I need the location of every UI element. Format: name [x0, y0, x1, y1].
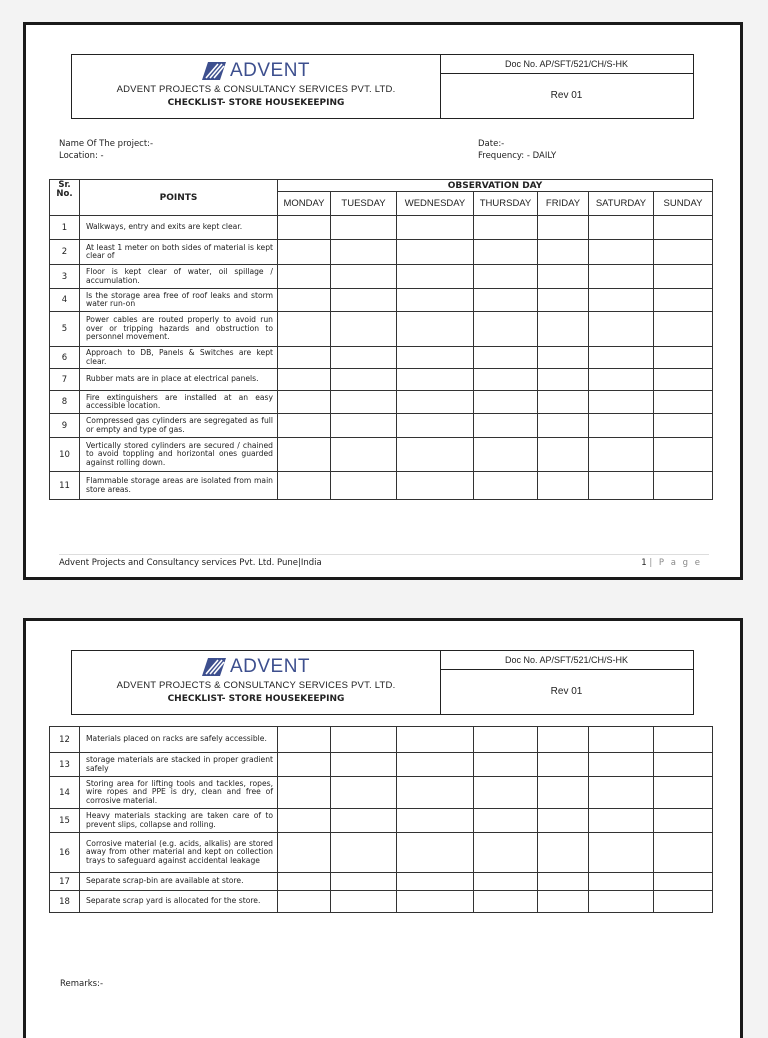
checklist-point: Approach to DB, Panels & Switches are kept clear.: [80, 347, 278, 369]
advent-logo-icon: [202, 62, 226, 80]
observation-cell-sunday[interactable]: [654, 216, 713, 240]
observation-cell-monday[interactable]: [278, 240, 331, 265]
observation-cell-tuesday[interactable]: [331, 347, 397, 369]
remarks-label: Remarks:-: [60, 979, 104, 989]
observation-cell-monday[interactable]: [278, 369, 331, 391]
sr-no-header: Sr. No.: [50, 180, 80, 216]
observation-cell-tuesday[interactable]: [331, 891, 397, 913]
observation-cell-sunday[interactable]: [654, 727, 713, 753]
day-header-tuesday: TUESDAY: [331, 192, 397, 216]
checklist-point: Vertically stored cylinders are secured / chained to avoid toppling and horizontal ones guarded against rolling down.: [80, 438, 278, 472]
checklist-point: Heavy materials stacking are taken care of to prevent slips, collapse and rolling.: [80, 809, 278, 833]
points-header: POINTS: [80, 180, 278, 216]
document-header-2: [71, 650, 694, 715]
observation-cell-thursday[interactable]: [474, 891, 538, 913]
date-info: [478, 138, 556, 162]
checklist-point: Is the storage area free of roof leaks and storm water run-on: [80, 289, 278, 312]
observation-cell-sunday[interactable]: [654, 833, 713, 873]
observation-cell-tuesday[interactable]: [331, 414, 397, 438]
table-row: [50, 391, 713, 414]
row-number: 11: [50, 472, 80, 500]
observation-cell-sunday[interactable]: [654, 438, 713, 472]
observation-cell-friday[interactable]: [538, 753, 589, 777]
observation-cell-tuesday[interactable]: [331, 753, 397, 777]
footer-divider: [59, 554, 709, 555]
checklist-point: storage materials are stacked in proper gradient safely: [80, 753, 278, 777]
page-label: | P a g e: [649, 558, 702, 568]
observation-cell-monday[interactable]: [278, 753, 331, 777]
row-number: 7: [50, 369, 80, 391]
table-row: [50, 438, 713, 472]
observation-cell-friday[interactable]: [538, 369, 589, 391]
observation-cell-saturday[interactable]: [589, 312, 654, 347]
table-row: [50, 289, 713, 312]
observation-cell-wednesday[interactable]: [397, 414, 474, 438]
observation-cell-wednesday[interactable]: [397, 777, 474, 809]
observation-cell-friday[interactable]: [538, 438, 589, 472]
doc-number: Doc No. AP/SFT/521/CH/S-HK: [440, 55, 693, 74]
header-doc-block: [440, 55, 693, 118]
row-number: 1: [50, 216, 80, 240]
day-header-saturday: SATURDAY: [589, 192, 654, 216]
day-header-wednesday: WEDNESDAY: [397, 192, 474, 216]
checklist-table-1: [49, 179, 713, 500]
row-number: 13: [50, 753, 80, 777]
day-header-monday: MONDAY: [278, 192, 331, 216]
observation-cell-friday[interactable]: [538, 265, 589, 289]
observation-cell-thursday[interactable]: [474, 438, 538, 472]
table-row: [50, 727, 713, 753]
observation-cell-tuesday[interactable]: [331, 727, 397, 753]
document-title: CHECKLIST- STORE HOUSEKEEPING: [167, 98, 345, 108]
row-number: 10: [50, 438, 80, 472]
logo: [72, 61, 440, 81]
checklist-point: Fire extinguishers are installed at an easy accessible location.: [80, 391, 278, 414]
observation-cell-thursday[interactable]: [474, 391, 538, 414]
table-row: [50, 753, 713, 777]
document-header: [71, 54, 694, 119]
observation-cell-thursday[interactable]: [474, 216, 538, 240]
page-number: 1: [641, 558, 647, 568]
observation-cell-thursday[interactable]: [474, 414, 538, 438]
row-number: 8: [50, 391, 80, 414]
observation-cell-thursday[interactable]: [474, 312, 538, 347]
observation-cell-sunday[interactable]: [654, 347, 713, 369]
observation-cell-friday[interactable]: [538, 347, 589, 369]
observation-cell-monday[interactable]: [278, 727, 331, 753]
checklist-point: Floor is kept clear of water, oil spillage / accumulation.: [80, 265, 278, 289]
doc-number: Doc No. AP/SFT/521/CH/S-HK: [440, 651, 693, 670]
observation-cell-tuesday[interactable]: [331, 312, 397, 347]
observation-cell-tuesday[interactable]: [331, 265, 397, 289]
observation-cell-thursday[interactable]: [474, 265, 538, 289]
observation-cell-thursday[interactable]: [474, 347, 538, 369]
observation-cell-saturday[interactable]: [589, 347, 654, 369]
observation-cell-friday[interactable]: [538, 873, 589, 891]
observation-cell-monday[interactable]: [278, 391, 331, 414]
observation-cell-monday[interactable]: [278, 891, 331, 913]
observation-cell-monday[interactable]: [278, 289, 331, 312]
table-row: [50, 414, 713, 438]
observation-cell-wednesday[interactable]: [397, 891, 474, 913]
row-number: 14: [50, 777, 80, 809]
observation-cell-thursday[interactable]: [474, 240, 538, 265]
checklist-point: Materials placed on racks are safely accessible.: [80, 727, 278, 753]
observation-cell-saturday[interactable]: [589, 369, 654, 391]
document-title: CHECKLIST- STORE HOUSEKEEPING: [167, 694, 345, 704]
footer-page-number: [641, 558, 702, 568]
observation-cell-sunday[interactable]: [654, 891, 713, 913]
observation-cell-sunday[interactable]: [654, 753, 713, 777]
observation-cell-wednesday[interactable]: [397, 240, 474, 265]
observation-cell-monday[interactable]: [278, 438, 331, 472]
observation-cell-sunday[interactable]: [654, 391, 713, 414]
company-name: ADVENT PROJECTS & CONSULTANCY SERVICES PVT. LTD.: [116, 680, 396, 691]
observation-cell-tuesday[interactable]: [331, 391, 397, 414]
row-number: 16: [50, 833, 80, 873]
observation-cell-saturday[interactable]: [589, 414, 654, 438]
day-header-sunday: SUNDAY: [654, 192, 713, 216]
row-number: 3: [50, 265, 80, 289]
checklist-point: Separate scrap yard is allocated for the store.: [80, 891, 278, 913]
observation-cell-wednesday[interactable]: [397, 369, 474, 391]
observation-cell-tuesday[interactable]: [331, 873, 397, 891]
observation-cell-friday[interactable]: [538, 727, 589, 753]
row-number: 18: [50, 891, 80, 913]
observation-cell-wednesday[interactable]: [397, 216, 474, 240]
observation-cell-tuesday[interactable]: [331, 240, 397, 265]
observation-cell-tuesday[interactable]: [331, 216, 397, 240]
date-label: Date:-: [478, 139, 505, 149]
observation-cell-sunday[interactable]: [654, 369, 713, 391]
observation-cell-wednesday[interactable]: [397, 312, 474, 347]
table-row: [50, 891, 713, 913]
row-number: 15: [50, 809, 80, 833]
observation-cell-monday[interactable]: [278, 873, 331, 891]
row-number: 12: [50, 727, 80, 753]
observation-cell-monday[interactable]: [278, 265, 331, 289]
checklist-point: Corrosive material (e.g. acids, alkalis) are stored away from other material and kept on collection trays to safeguard against accidental leakage: [80, 833, 278, 873]
observation-cell-friday[interactable]: [538, 391, 589, 414]
observation-cell-wednesday[interactable]: [397, 472, 474, 500]
logo-text: ADVENT: [229, 656, 311, 677]
observation-cell-friday[interactable]: [538, 312, 589, 347]
observation-cell-saturday[interactable]: [589, 472, 654, 500]
observation-cell-thursday[interactable]: [474, 777, 538, 809]
header-company-block-2: [72, 651, 441, 714]
observation-cell-saturday[interactable]: [589, 833, 654, 873]
observation-cell-friday[interactable]: [538, 833, 589, 873]
observation-cell-monday[interactable]: [278, 472, 331, 500]
observation-cell-sunday[interactable]: [654, 240, 713, 265]
observation-cell-saturday[interactable]: [589, 809, 654, 833]
observation-cell-monday[interactable]: [278, 216, 331, 240]
location-label: Location: -: [59, 151, 104, 161]
observation-cell-sunday[interactable]: [654, 312, 713, 347]
observation-cell-sunday[interactable]: [654, 289, 713, 312]
observation-cell-saturday[interactable]: [589, 891, 654, 913]
observation-cell-saturday[interactable]: [589, 391, 654, 414]
checklist-point: Separate scrap-bin are available at store.: [80, 873, 278, 891]
observation-cell-saturday[interactable]: [589, 216, 654, 240]
observation-cell-monday[interactable]: [278, 414, 331, 438]
table-row: [50, 777, 713, 809]
observation-cell-friday[interactable]: [538, 240, 589, 265]
revision: Rev 01: [550, 686, 583, 697]
logo-text: ADVENT: [229, 60, 311, 81]
observation-day-header: OBSERVATION DAY: [278, 180, 713, 192]
checklist-point: Walkways, entry and exits are kept clear.: [80, 216, 278, 240]
row-number: 4: [50, 289, 80, 312]
header-company-block: [72, 55, 441, 118]
footer-company: Advent Projects and Consultancy services Pvt. Ltd. Pune|India: [59, 558, 322, 568]
observation-cell-sunday[interactable]: [654, 777, 713, 809]
observation-cell-monday[interactable]: [278, 347, 331, 369]
checklist-point: Compressed gas cylinders are segregated as full or empty and type of gas.: [80, 414, 278, 438]
checklist-point: Storing area for lifting tools and tackles, ropes, wire ropes and PPE is dry, clean and free of corrosive material.: [80, 777, 278, 809]
observation-cell-saturday[interactable]: [589, 727, 654, 753]
observation-cell-sunday[interactable]: [654, 472, 713, 500]
checklist-point: Power cables are routed properly to avoid run over or tripping hazards and obstruction to personnel movement.: [80, 312, 278, 347]
page-2: [23, 618, 743, 1038]
observation-cell-tuesday[interactable]: [331, 369, 397, 391]
observation-cell-monday[interactable]: [278, 777, 331, 809]
observation-cell-wednesday[interactable]: [397, 265, 474, 289]
observation-cell-tuesday[interactable]: [331, 438, 397, 472]
observation-cell-wednesday[interactable]: [397, 347, 474, 369]
observation-cell-friday[interactable]: [538, 472, 589, 500]
observation-cell-sunday[interactable]: [654, 265, 713, 289]
observation-cell-wednesday[interactable]: [397, 753, 474, 777]
observation-cell-tuesday[interactable]: [331, 289, 397, 312]
observation-cell-thursday[interactable]: [474, 873, 538, 891]
observation-cell-wednesday[interactable]: [397, 809, 474, 833]
observation-cell-wednesday[interactable]: [397, 438, 474, 472]
observation-cell-monday[interactable]: [278, 312, 331, 347]
company-name: ADVENT PROJECTS & CONSULTANCY SERVICES PVT. LTD.: [116, 84, 396, 95]
observation-cell-thursday[interactable]: [474, 809, 538, 833]
observation-cell-friday[interactable]: [538, 809, 589, 833]
observation-cell-saturday[interactable]: [589, 289, 654, 312]
observation-cell-friday[interactable]: [538, 777, 589, 809]
observation-cell-friday[interactable]: [538, 289, 589, 312]
logo-2: [72, 657, 440, 677]
frequency-label: Frequency: - DAILY: [478, 151, 557, 161]
observation-cell-thursday[interactable]: [474, 289, 538, 312]
revision: Rev 01: [550, 90, 583, 101]
checklist-table-2: [49, 726, 713, 913]
row-number: 2: [50, 240, 80, 265]
checklist-point: Rubber mats are in place at electrical panels.: [80, 369, 278, 391]
observation-cell-monday[interactable]: [278, 833, 331, 873]
table-row: [50, 809, 713, 833]
observation-cell-thursday[interactable]: [474, 727, 538, 753]
observation-cell-friday[interactable]: [538, 891, 589, 913]
project-name-label: Name Of The project:-: [59, 139, 154, 149]
observation-cell-tuesday[interactable]: [331, 472, 397, 500]
project-info: [59, 138, 153, 162]
table-row: [50, 472, 713, 500]
checklist-point: At least 1 meter on both sides of material is kept clear of: [80, 240, 278, 265]
observation-cell-wednesday[interactable]: [397, 727, 474, 753]
day-header-friday: FRIDAY: [538, 192, 589, 216]
observation-cell-wednesday[interactable]: [397, 873, 474, 891]
row-number: 5: [50, 312, 80, 347]
observation-cell-friday[interactable]: [538, 216, 589, 240]
observation-cell-saturday[interactable]: [589, 873, 654, 891]
table-row: [50, 265, 713, 289]
table-row: [50, 312, 713, 347]
observation-cell-saturday[interactable]: [589, 438, 654, 472]
table-row: [50, 240, 713, 265]
observation-cell-wednesday[interactable]: [397, 391, 474, 414]
observation-cell-tuesday[interactable]: [331, 777, 397, 809]
table-row: [50, 833, 713, 873]
observation-cell-friday[interactable]: [538, 414, 589, 438]
observation-cell-saturday[interactable]: [589, 777, 654, 809]
observation-cell-saturday[interactable]: [589, 265, 654, 289]
observation-cell-saturday[interactable]: [589, 753, 654, 777]
observation-cell-monday[interactable]: [278, 809, 331, 833]
observation-cell-sunday[interactable]: [654, 414, 713, 438]
table-row: [50, 347, 713, 369]
header-doc-block-2: [440, 651, 693, 714]
checklist-point: Flammable storage areas are isolated from main store areas.: [80, 472, 278, 500]
observation-cell-wednesday[interactable]: [397, 833, 474, 873]
row-number: 17: [50, 873, 80, 891]
table-row: [50, 873, 713, 891]
observation-cell-tuesday[interactable]: [331, 833, 397, 873]
observation-cell-wednesday[interactable]: [397, 289, 474, 312]
observation-cell-sunday[interactable]: [654, 809, 713, 833]
observation-cell-thursday[interactable]: [474, 833, 538, 873]
observation-cell-tuesday[interactable]: [331, 809, 397, 833]
row-number: 6: [50, 347, 80, 369]
page-1: [23, 22, 743, 580]
advent-logo-icon: [202, 658, 226, 676]
table-row: [50, 216, 713, 240]
observation-cell-thursday[interactable]: [474, 369, 538, 391]
day-header-thursday: THURSDAY: [474, 192, 538, 216]
row-number: 9: [50, 414, 80, 438]
observation-cell-thursday[interactable]: [474, 472, 538, 500]
observation-cell-sunday[interactable]: [654, 873, 713, 891]
observation-cell-thursday[interactable]: [474, 753, 538, 777]
table-row: [50, 369, 713, 391]
observation-cell-saturday[interactable]: [589, 240, 654, 265]
